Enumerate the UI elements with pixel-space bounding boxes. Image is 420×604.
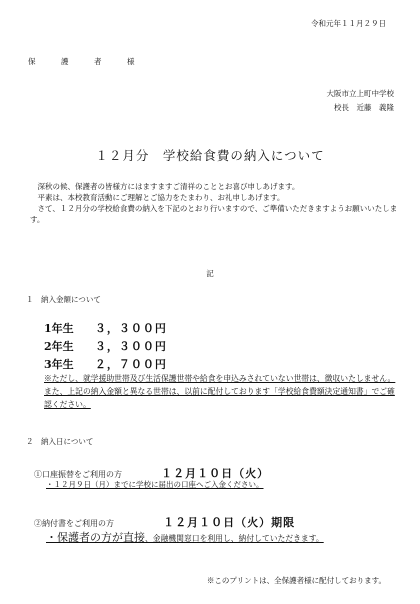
amount-value: ２，７００円 <box>94 358 167 371</box>
school-name: 大阪市立上町中学校 <box>326 89 394 98</box>
amount-value: ３，３００円 <box>94 340 167 353</box>
amount-row <box>44 320 167 336</box>
body-paragraph-2: 平素は、本校教育活動にご理解とご協力をたまわり、お礼申しあげます。 <box>37 193 285 202</box>
amount-row <box>44 338 167 354</box>
body-paragraph-1: 深秋の候、保護者の皆様方にはますますご清祥のこととお喜び申しあげます。 <box>37 182 300 191</box>
option-note <box>46 529 396 546</box>
footer-remark: ※このプリントは、全保護者様に配付しております。 <box>206 576 386 585</box>
option-payment-slip <box>34 511 295 530</box>
option-note: ・１２月９日（月）までに学校に届出の口座へご入金ください。 <box>46 480 264 489</box>
issue-date: 令和元年１１月２９日 <box>311 19 386 28</box>
body-text <box>30 181 398 225</box>
amount-grade: 1年生 <box>44 322 74 335</box>
option-label: ①口座振替をご利用の方 <box>34 470 122 479</box>
document-title: １２月分 学校給食費の納入について <box>95 148 325 163</box>
principal-name: 校長 近藤 義隆 <box>334 103 394 112</box>
amount-grade: 2年生 <box>44 340 74 353</box>
ki-heading: 記 <box>206 269 214 278</box>
amount-value: ３，３００円 <box>94 322 167 335</box>
section-2-heading: ２ 納入日について <box>26 437 94 446</box>
option-label: ②納付書をご利用の方 <box>34 519 114 528</box>
option-date: １２月１０日（火） <box>161 467 270 480</box>
amount-grade: 3年生 <box>44 358 74 371</box>
addressee: 保 護 者 様 <box>28 57 144 66</box>
body-paragraph-3: さて、１２月分の学校給食費の納入を下記のとおり行いますので、ご準備いただきますようお願いいたします。 <box>30 204 398 224</box>
section-1-heading: １ 納入金額について <box>26 295 101 304</box>
option-date: １２月１０日（火）期限 <box>163 516 296 529</box>
option-note-emphasis: ・保護者の方が直接 <box>46 531 145 544</box>
amount-note: ※ただし、就学援助世帯及び生活保護世帯や給食を申込みされていない世帯は、徴収いたしません。また、上記の納入金額と異なる世帯は、以前に配付しております「学校給食費額決定通知書」でご確認ください。 <box>44 374 396 409</box>
amount-row <box>44 356 167 372</box>
option-note-rest: 、金融機関窓口を利用し、納付していただきます。 <box>145 534 324 543</box>
